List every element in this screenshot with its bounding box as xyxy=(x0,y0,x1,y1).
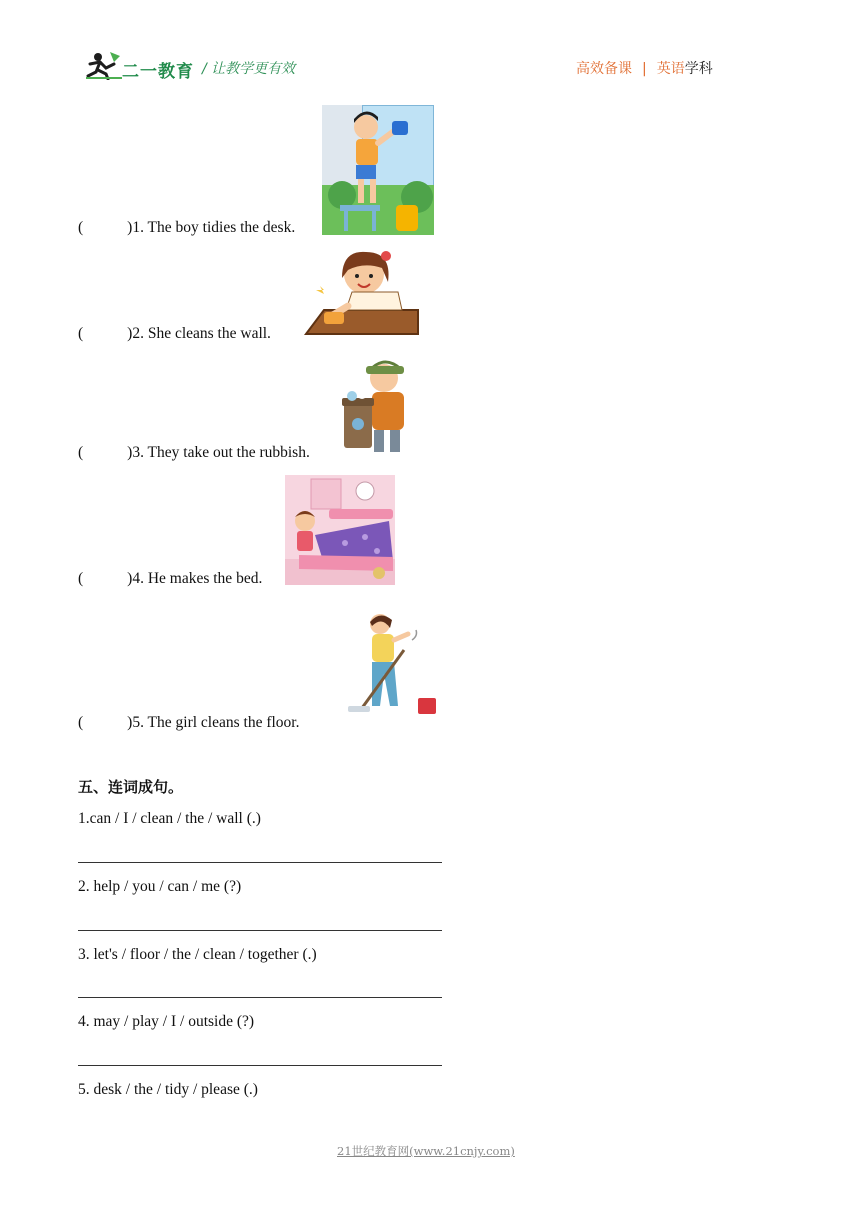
answer-line-4[interactable] xyxy=(78,1065,442,1066)
girl-wiping-desk-picture xyxy=(302,248,420,336)
matching-item-4 xyxy=(78,570,262,588)
item-text: )1. The boy tidies the desk. xyxy=(127,219,296,236)
sentence-4: 4. may / play / I / outside (?) xyxy=(78,1013,255,1030)
sentence-5: 5. desk / the / tidy / please (.) xyxy=(78,1081,258,1098)
item-text: )3. They take out the rubbish. xyxy=(127,444,310,461)
boy-with-rubbish-bin-picture xyxy=(338,352,422,456)
item-text: )5. The girl cleans the floor. xyxy=(127,714,300,731)
sentence-2: 2. help / you / can / me (?) xyxy=(78,878,242,895)
item-text: )4. He makes the bed. xyxy=(127,570,263,587)
answer-line-3[interactable] xyxy=(78,997,442,998)
matching-item-1 xyxy=(78,219,295,237)
matching-item-5 xyxy=(78,714,300,732)
matching-item-3 xyxy=(78,444,310,462)
answer-paren-open: ( xyxy=(78,325,84,342)
header-subject-b: 学科 xyxy=(684,61,713,77)
header-tagline: 高效备课 xyxy=(576,61,632,77)
answer-paren-open: ( xyxy=(78,444,84,461)
sentence-1: 1.can / I / clean / the / wall (.) xyxy=(78,810,261,827)
brand-name: 二一教育 xyxy=(122,62,194,82)
header-subject-a: 英语 xyxy=(656,61,685,77)
section-title: 五、连词成句。 xyxy=(78,778,184,796)
sentence-3: 3. let's / floor / the / clean / together (.) xyxy=(78,946,317,963)
girl-making-bed-picture xyxy=(285,475,395,585)
slogan: / 让教学更有效 xyxy=(202,61,296,77)
answer-paren-open: ( xyxy=(78,570,84,587)
boy-cleaning-window-picture xyxy=(322,105,434,235)
answer-paren-open: ( xyxy=(78,219,84,236)
matching-item-2 xyxy=(78,325,271,343)
header-divider: | xyxy=(642,61,647,77)
item-text: )2. She cleans the wall. xyxy=(127,325,271,342)
brand-logo-icon xyxy=(84,50,124,80)
woman-mopping-floor-picture xyxy=(342,610,440,718)
answer-paren-open: ( xyxy=(78,714,84,731)
header-right xyxy=(576,58,713,78)
footer-link[interactable]: 21世纪教育网(www.21cnjy.com) xyxy=(337,1144,515,1158)
answer-line-2[interactable] xyxy=(78,930,442,931)
answer-line-1[interactable] xyxy=(78,862,442,863)
